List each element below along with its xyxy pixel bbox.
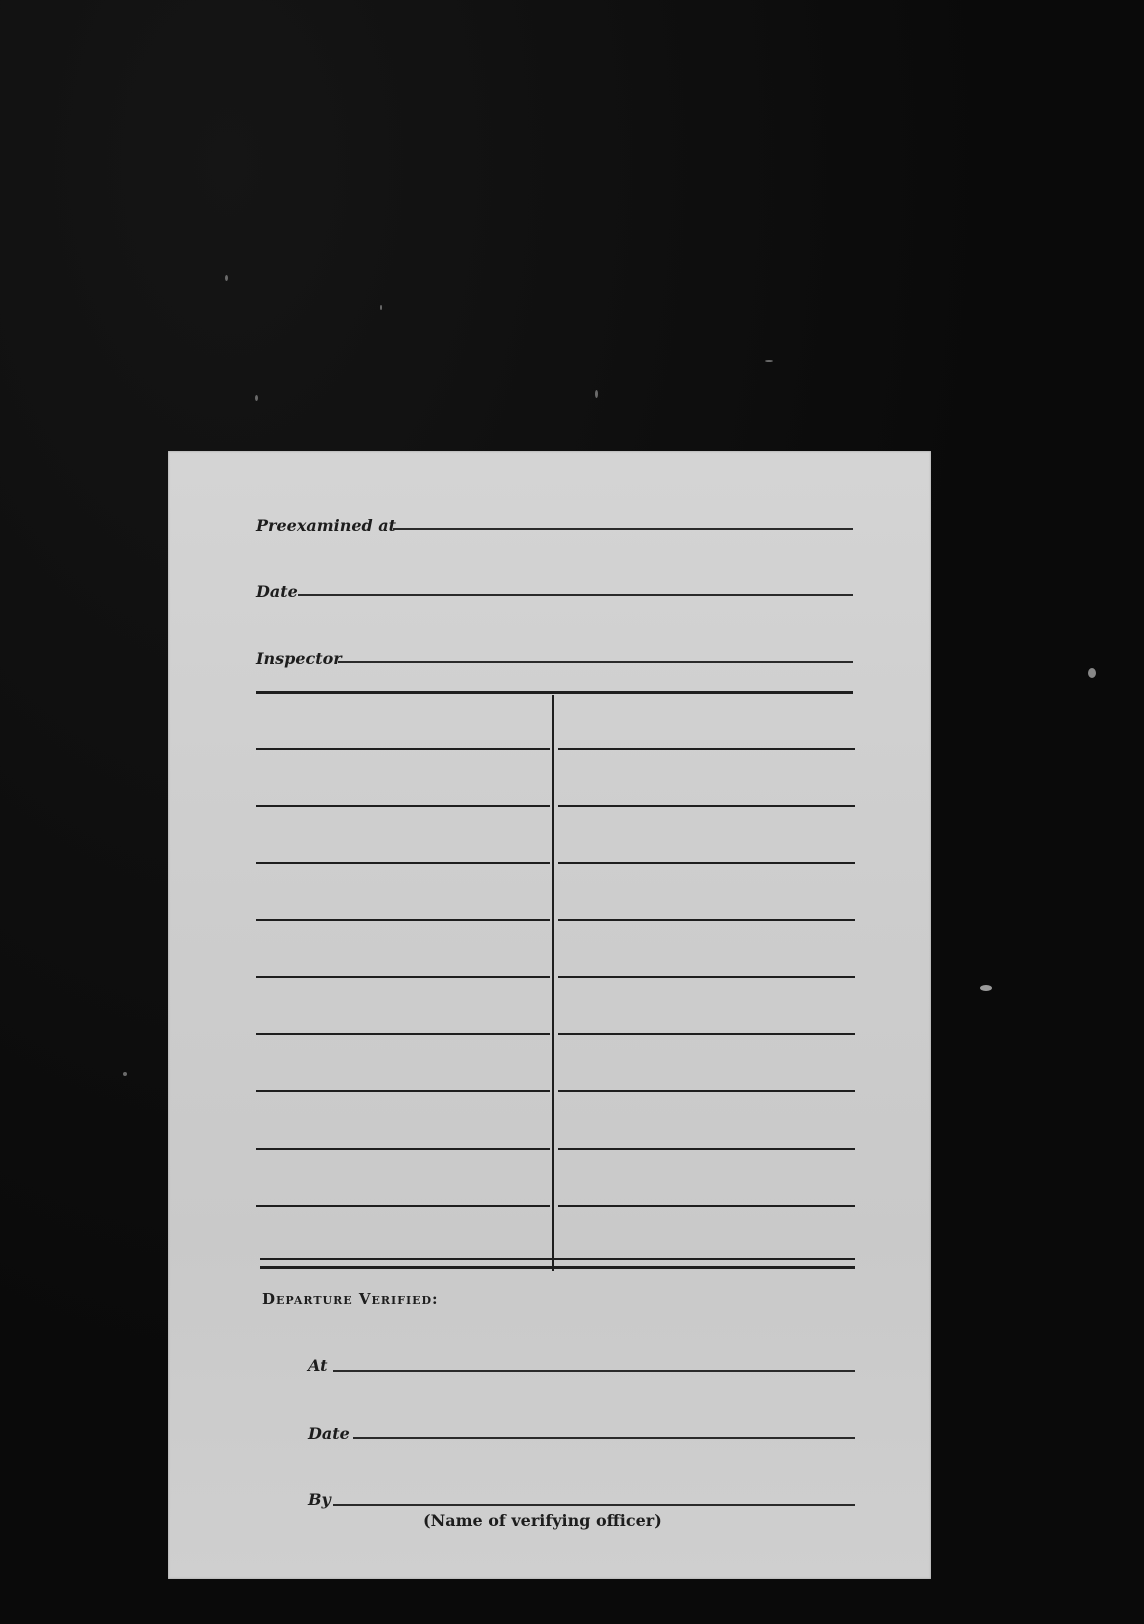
table-row-line — [558, 748, 855, 750]
inspection-card — [168, 451, 931, 1579]
departure-at-label: At — [308, 1356, 328, 1375]
departure-by-line — [333, 1504, 855, 1506]
table-row-line — [558, 1148, 855, 1150]
departure-date-line — [353, 1437, 855, 1439]
table-row-line — [256, 919, 550, 921]
table-row-line — [256, 1033, 550, 1035]
table-row-line — [256, 976, 550, 978]
dust-speck — [595, 390, 598, 398]
inspector-label: Inspector — [256, 649, 342, 668]
table-row-line — [256, 748, 550, 750]
dust-speck — [255, 395, 258, 401]
table-row-line — [558, 805, 855, 807]
departure-by-label: By — [308, 1490, 331, 1509]
dust-speck — [123, 1072, 127, 1076]
verifying-officer-caption: (Name of verifying officer) — [423, 1511, 662, 1530]
table-row-line — [256, 1205, 550, 1207]
departure-verified-heading: Departure Verified: — [262, 1290, 439, 1308]
table-row-line — [558, 919, 855, 921]
preexamined-label: Preexamined at — [256, 516, 397, 535]
table-row-line — [558, 1205, 855, 1207]
table-row-line — [558, 862, 855, 864]
table-bottom-rule — [260, 1258, 855, 1260]
table-row-line — [256, 1148, 550, 1150]
table-top-rule — [256, 691, 853, 694]
table-column-divider — [552, 695, 554, 1271]
inspector-line — [338, 661, 853, 663]
table-row-line — [558, 1033, 855, 1035]
table-bottom-rule — [260, 1266, 855, 1269]
dust-speck — [980, 985, 992, 991]
table-row-line — [558, 976, 855, 978]
preexamined-line — [393, 528, 853, 530]
dust-speck — [765, 360, 773, 362]
departure-at-line — [333, 1370, 855, 1372]
date-line — [298, 594, 853, 596]
date-label: Date — [256, 582, 298, 601]
departure-date-label: Date — [308, 1424, 350, 1443]
table-row-line — [256, 1090, 550, 1092]
dust-speck — [1088, 668, 1096, 678]
table-row-line — [256, 805, 550, 807]
dust-speck — [380, 305, 382, 310]
table-row-line — [558, 1090, 855, 1092]
dust-speck — [225, 275, 228, 281]
table-row-line — [256, 862, 550, 864]
